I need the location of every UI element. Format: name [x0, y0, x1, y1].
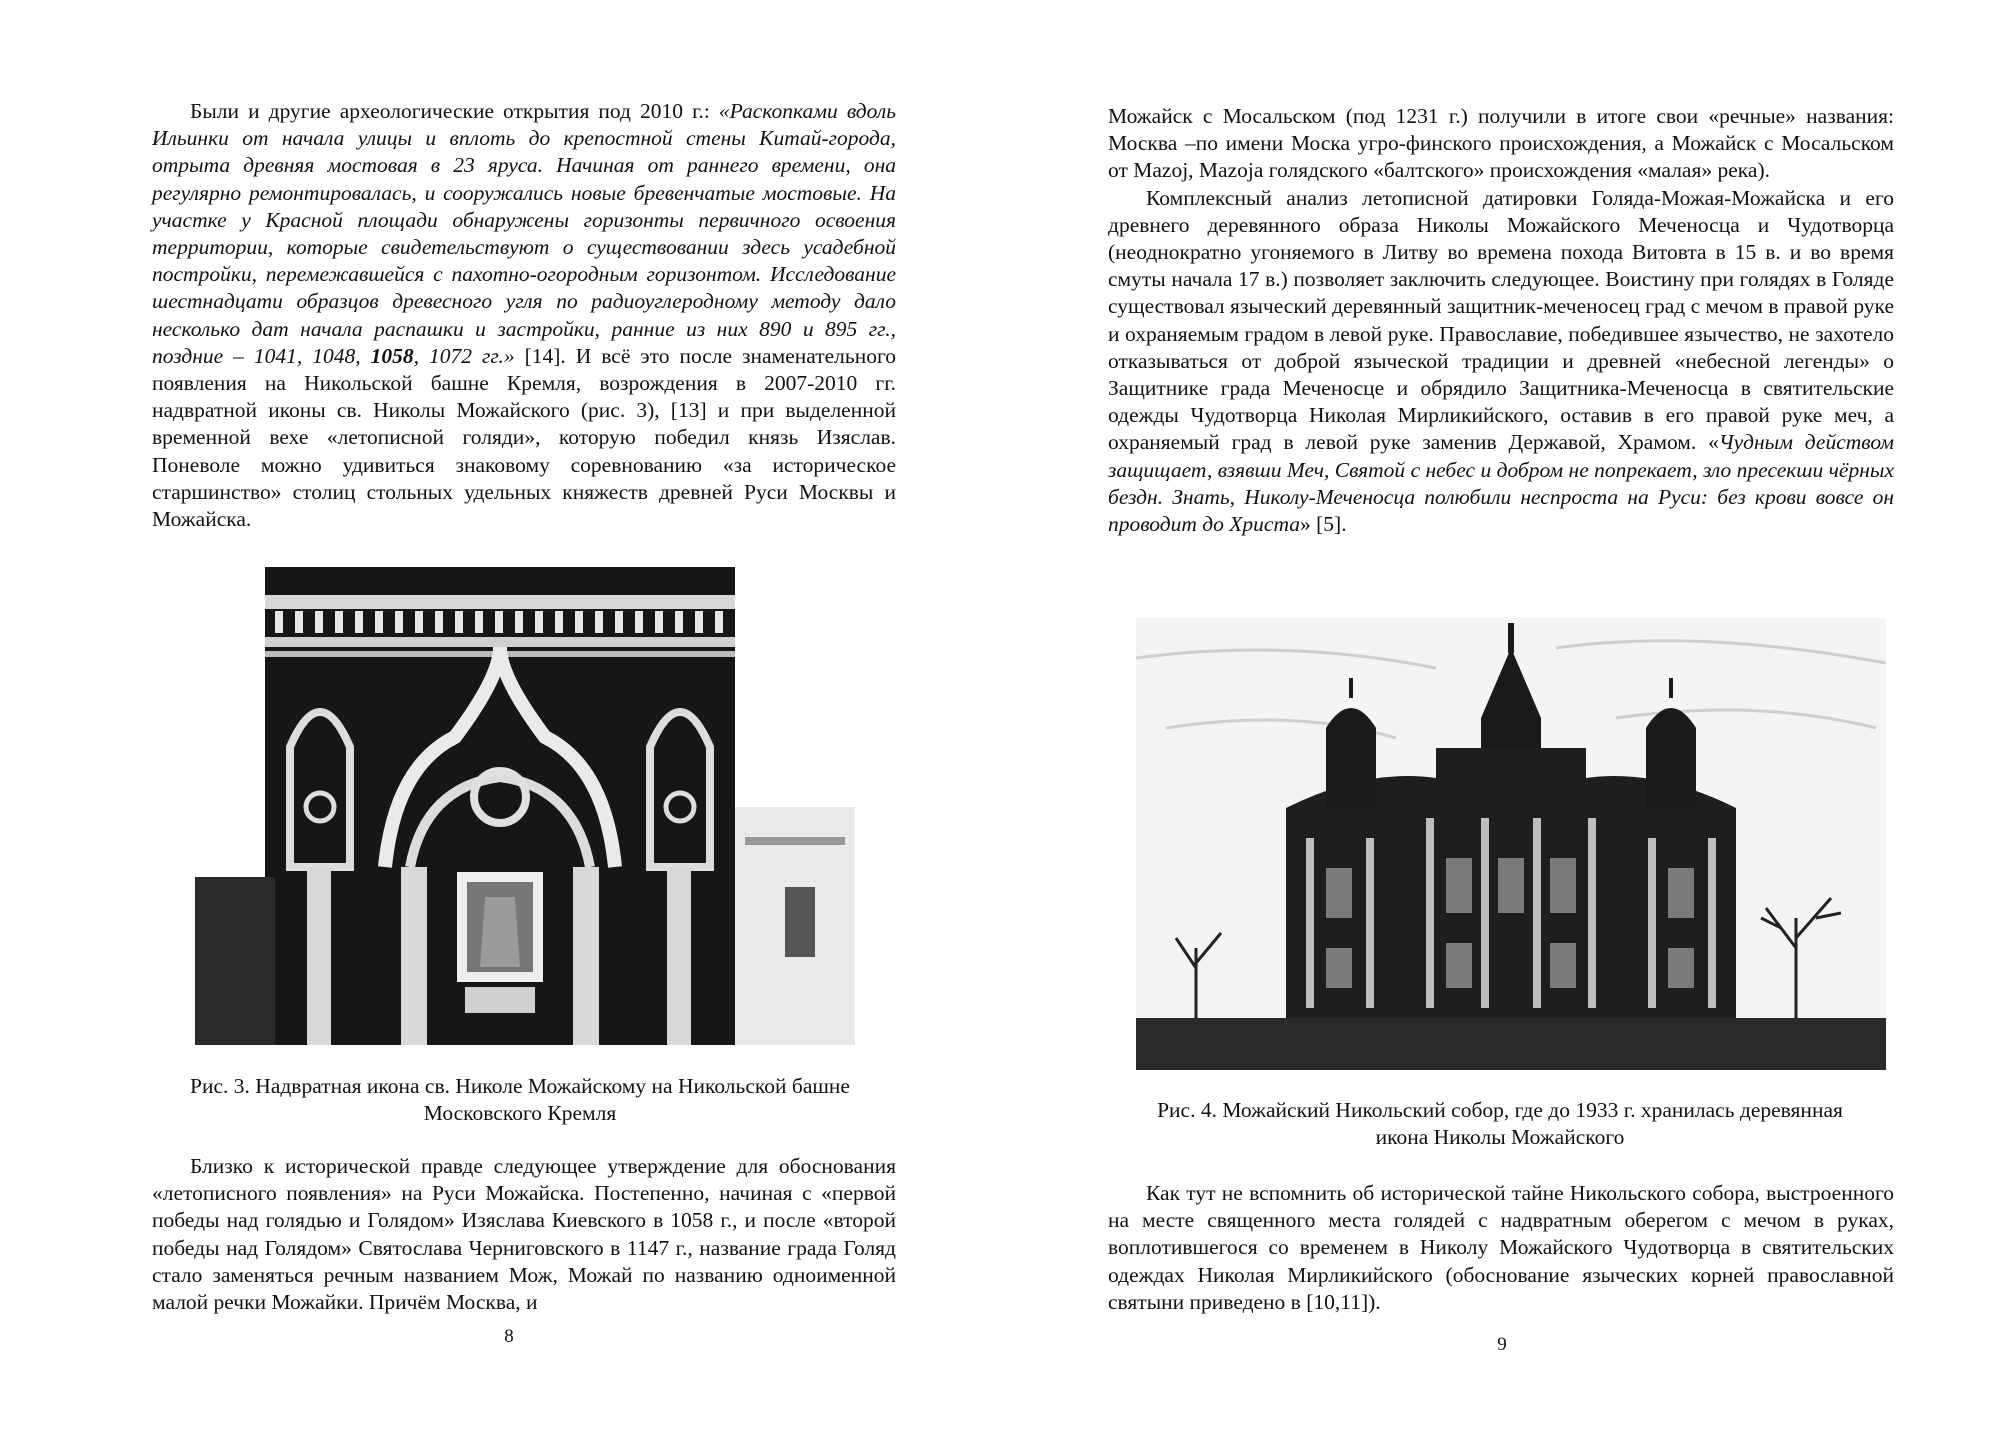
page-number-left: 8	[504, 1326, 514, 1347]
right-paragraph-2: Комплексный анализ летописной датировки Голяда-Можая-Можайска и его древнего деревянного образа Николы Можайского Меченосца и Чудотворца (неоднократно угоняемого в Литву во времена похода Витовта в 15 в. и во время смуты начала 17 в.) позволяет заключить следующее. Воистину при голядях в Голяде существовал языческий деревянный защитник-меченосец град с мечом в правой руке и охраняемым градом в левой руке. Православие, победившее язычество, не захотело отказываться от доброй языческой традиции и древней «небесной легенды» о Защитнике града Меченосце и обрядило Защитника-Меченосца в святительские одежды Чудотворца Николая Мирликийского, оставив в его правой руке меч, а охраняемый град в левой руке заменив Державой, Храмом. «Чудным действом защищает, взявши Меч, Святой с небес и добром не попрекает, зло пресекши чёрных бездн. Знать, Николу-Меченосца полюбили неспроста на Руси: без крови вовсе он проводит до Христа» [5].	[1108, 185, 1894, 537]
left-text-column	[152, 98, 896, 533]
page-number-right: 9	[1497, 1334, 1507, 1355]
left-text-column-2	[152, 1153, 896, 1316]
figure-4-caption: Рис. 4. Можайский Никольский собор, где до 1933 г. хранилась деревянная икона Николы Можайского	[1157, 1098, 1843, 1149]
figure-3-caption: Рис. 3. Надвратная икона св. Николе Можайскому на Никольской башне Московского Кремля	[190, 1074, 850, 1125]
right-text-column-2	[1108, 1180, 1894, 1316]
left-paragraph-2: Близко к исторической правде следующее утверждение для обоснования «летописного появления» на Руси Можайска. Постепенно, начиная с «первой победы над голядью и Голядом» Изяслава Киевского в 1058 г., и после «второй победы над Голядом» Святослава Черниговского в 1147 г., название града Голяд стало заменяться речным названием Мож, Можай по названию одноименной малой речки Можайки. Причём Москва, и	[152, 1154, 896, 1315]
left-paragraph-1: Были и другие археологические открытия под 2010 г.: «Раскопками вдоль Ильинки от начала улицы и вплоть до крепостной стены Китай-города, отрыта древняя мостовая в 23 яруса. Начиная от раннего времени, она регулярно ремонтировалась, и сооружались новые бревенчатые мостовые. На участке у Красной площади обнаружены горизонты первичного освоения территории, которые свидетельствуют о существовании здесь усадебной постройки, перемежавшейся с пахотно-огородным горизонтом. Исследование шестнадцати образцов древесного угля по радиоуглеродному методу дало несколько дат начала распашки и застройки, ранние из них 890 и 895 гг., поздние – 1041, 1048, 1058, 1072 гг.» [14]. И всё это после знаменательного появления на Никольской башне Кремля, возрождения в 2007-2010 гг. надвратной иконы св. Николы Можайского (рис. 3), [13] и при выделенной временной вехе «летописной голяди», которую победил князь Изяслав. Поневоле можно удивиться знаковому соревнованию «за историческое старшинство» столиц стольных удельных княжеств древней Руси Москвы и Можайска.	[152, 99, 896, 532]
right-page	[1000, 0, 2000, 1442]
right-paragraph-1: Можайск с Мосальском (под 1231 г.) получили в итоге свои «речные» названия: Москва –по имени Моска угро-финского происхождения, а Можайск с Мосальском от Mazoj, Mazoja голядского «балтского» происхождения «малая» река).	[1108, 104, 1894, 183]
figure-4-mozhaisk-cathedral-photo	[1136, 618, 1886, 1070]
figure-3-nikolskaya-tower-photo	[195, 567, 855, 1045]
right-paragraph-3: Как тут не вспомнить об исторической тайне Никольского собора, выстроенного на месте священного места голядей с надвратным оберегом с мечом в руках, воплотившегося со временем в Николу Можайского Чудотворца в святительских одеждах Николая Мирликийского (обоснование языческих корней православной святыни приведено в [10,11]).	[1108, 1181, 1894, 1314]
right-text-column	[1108, 103, 1894, 538]
